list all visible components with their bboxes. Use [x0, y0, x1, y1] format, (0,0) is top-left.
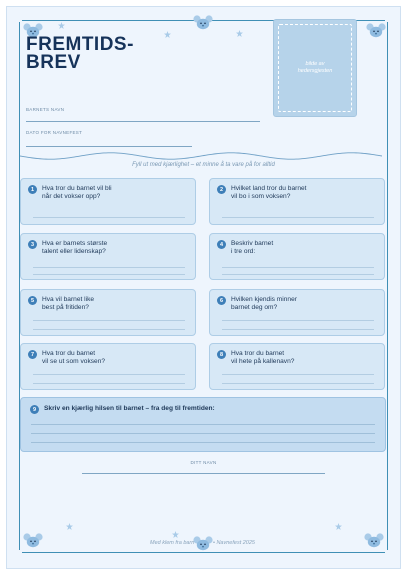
answer-line[interactable] — [222, 329, 374, 330]
question-text: Hva tror du barnet vil hete på kallenavn? — [231, 350, 295, 366]
question-number: 7 — [28, 350, 37, 359]
question-number: 5 — [28, 296, 37, 305]
footer-text-right: • Navnefest 2025 — [213, 540, 255, 546]
answer-line[interactable] — [33, 374, 185, 375]
mouse-icon — [193, 535, 213, 551]
page-title — [26, 36, 176, 72]
star-icon — [236, 30, 243, 37]
mouse-icon — [193, 14, 213, 30]
question-text: Hva er barnets største talent eller lidenskap? — [42, 240, 108, 256]
mouse-icon — [23, 532, 43, 548]
answer-line[interactable] — [222, 320, 374, 321]
mouse-icon — [366, 22, 386, 38]
answer-line[interactable] — [33, 274, 185, 275]
date-label: DATO FOR NAVNEFEST — [26, 130, 83, 135]
title-line-1: FREMTIDS- — [26, 34, 134, 55]
frame-right-line — [387, 22, 388, 550]
question-number: 9 — [30, 405, 39, 414]
mouse-icon — [364, 532, 384, 548]
question-card[interactable] — [20, 343, 196, 390]
greeting-card[interactable] — [20, 397, 386, 452]
answer-line[interactable] — [222, 267, 374, 268]
question-text: Hva tror du barnet vil se ut som voksen? — [42, 350, 106, 366]
answer-line[interactable] — [31, 442, 375, 443]
footer-text-left: Med klem fra barn — [150, 540, 195, 546]
frame-bottom-line — [22, 552, 385, 553]
question-card[interactable] — [209, 233, 385, 280]
photo-placeholder[interactable] — [273, 19, 357, 117]
signature-line[interactable] — [82, 473, 325, 474]
question-text: Hvilken kjendis minner barnet deg om? — [231, 296, 297, 312]
answer-line[interactable] — [31, 424, 375, 425]
signature-label: DITT NAVN — [190, 460, 217, 465]
wave-divider — [20, 150, 382, 162]
question-number: 4 — [217, 240, 226, 249]
photo-dashed-border — [278, 24, 352, 112]
answer-line[interactable] — [33, 267, 185, 268]
question-card[interactable] — [20, 178, 196, 225]
photo-placeholder-text: bilde av hedersgjesten — [297, 61, 333, 74]
greeting-prompt: Skriv en kjærlig hilsen til barnet – fra deg til fremtiden: — [44, 405, 215, 412]
question-card[interactable] — [20, 233, 196, 280]
answer-line[interactable] — [33, 320, 185, 321]
star-icon — [335, 523, 342, 530]
answer-line[interactable] — [33, 217, 185, 218]
question-number: 6 — [217, 296, 226, 305]
subtitle: Fyll ut med kjærlighet – et minne å ta vare på for alltid — [132, 162, 275, 168]
question-card[interactable] — [209, 343, 385, 390]
answer-line[interactable] — [222, 383, 374, 384]
title-line-2: BREV — [26, 52, 81, 73]
question-number: 8 — [217, 350, 226, 359]
question-number: 1 — [28, 185, 37, 194]
question-card[interactable] — [20, 289, 196, 336]
answer-line[interactable] — [31, 433, 375, 434]
frame-left-line — [19, 22, 20, 550]
star-icon — [66, 523, 73, 530]
answer-line[interactable] — [33, 383, 185, 384]
child-name-label: BARNETS NAVN — [26, 107, 65, 112]
question-text: Hvilket land tror du barnet vil bo i som voksen? — [231, 185, 307, 201]
star-icon — [172, 531, 179, 538]
answer-line[interactable] — [33, 329, 185, 330]
question-text: Beskriv barnet i tre ord: — [231, 240, 274, 256]
question-text: Hva tror du barnet vil bli når det vokser opp? — [42, 185, 112, 201]
question-card[interactable] — [209, 178, 385, 225]
question-number: 3 — [28, 240, 37, 249]
star-icon — [58, 22, 65, 29]
question-card[interactable] — [209, 289, 385, 336]
answer-line[interactable] — [222, 274, 374, 275]
question-text: Hva vil barnet like best på fritiden? — [42, 296, 95, 312]
child-name-line[interactable] — [26, 121, 260, 122]
answer-line[interactable] — [222, 217, 374, 218]
answer-line[interactable] — [222, 374, 374, 375]
date-line[interactable] — [26, 146, 192, 147]
question-number: 2 — [217, 185, 226, 194]
